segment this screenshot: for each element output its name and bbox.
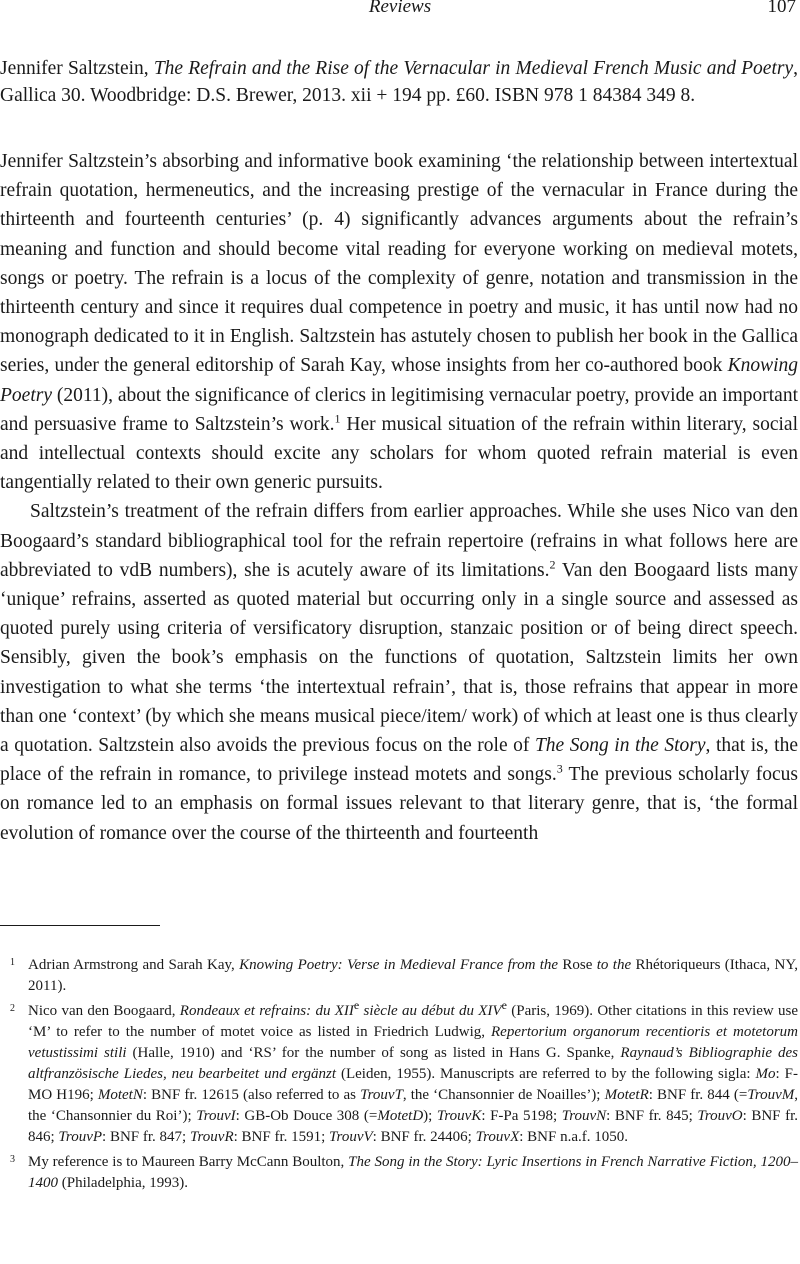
- footnote-number: 2: [10, 1003, 15, 1014]
- citation-details: , Gallica 30. Woodbridge: D.S. Brewer, 2013. xii + 194 pp. £60. ISBN 978 1 84384 349 8.: [0, 58, 799, 106]
- paragraph-1: Jennifer Saltzstein’s absorbing and informative book examining ‘the relationship between intertextual refrain quotation, hermeneutics, and the increasing prestige of the vernacular in France during the thirteenth and fourteenth centuries’ (p. 4) significantly advances arguments about the refrain’s meaning and function and should become vital reading for everyone working on medieval motets, songs or poetry. The refrain is a locus of the complexity of genre, notation and transmission in the thirteenth century and since it requires dual competence in poetry and music, it has until now had no monograph dedicated to it in English. Saltzstein has astutely chosen to publish her book in the Gallica series, under the general editorship of Sarah Kay, whose insights from her co-authored book Knowing Poetry (2011), about the significance of clerics in legitimising vernacular poetry, provide an important and persuasive frame to Saltzstein’s work.$^1$ Her musical situation of the refrain within literary, social and intellectual contexts should excite any scholars for whom quoted refrain material is even tangentially related to their own generic pursuits.: [0, 151, 798, 494]
- paragraph-2: Saltzstein’s treatment of the refrain differs from earlier approaches. While she uses Nico van den Boogaard’s standard bibliographical tool for the refrain repertoire (refrains in what follows here are abbreviated to vdB numbers), she is acutely aware of its limitations.$^2$ Van den Boogaard lists many ‘unique’ refrains, asserted as quoted material but occurring only in a single source and assessed as quoted purely using criteria of versificatory disruption, stanzaic position or of being direct speech. Sensibly, given the book’s emphasis on the functions of quotation, Saltzstein limits her own investigation to what she terms ‘the intertextual refrain’, that is, those refrains that appear in more than one ‘context’ (by which she means musical piece/item/ work) of which at least one is thus clearly a quotation. Saltzstein also avoids the previous focus on the role of The Song in the Story, that is, the place of the refrain in romance, to privilege instead motets and songs.$^3$ The previous scholarly focus on romance led to an emphasis on formal issues relevant to that literary genre, that is, ‘the formal evolution of romance over the course of the thirteenth and fourteenth: [0, 501, 798, 844]
- citation-author: Jennifer Saltzstein,: [0, 58, 154, 79]
- footnote-ref-2[interactable]: 2: [549, 557, 556, 572]
- footnote-number: 1: [10, 957, 15, 968]
- footnote-ref-1[interactable]: 1: [334, 411, 341, 426]
- book-citation: [0, 55, 798, 109]
- footnote-ref-3[interactable]: 3: [556, 761, 563, 776]
- book-title-knowing-poetry: Knowing Poetry: [0, 355, 798, 406]
- running-title: Reviews: [368, 0, 432, 17]
- footnote-2: 2 Nico van den Boogaard, Rondeaux et refrains: du XIIe siècle au début du XIVe (Paris, 1969). Other citations in this review use ‘M’ to refer to the number of motet voice as listed in Friedrich Ludwig, Repertorium organorum recentioris et motetorum vetustissimi stili (Halle, 1910) and ‘RS’ for the number of song as listed in Hans G. Spanke, Raynaud’s Bibliographie des altfranzösische Liedes, neu bearbeitet und ergänzt (Leiden, 1955). Manuscripts are referred to by the following sigla: Mo: F-MO H196; MotetN: BNF fr. 12615 (also referred to as TrouvT, the ‘Chansonnier de Noailles’); MotetR: BNF fr. 844 (=TrouvM, the ‘Chansonnier du Roi’); TrouvI: GB-Ob Douce 308 (=MotetD); TrouvK: F-Pa 5198; TrouvN: BNF fr. 845; TrouvO: BNF fr. 846; TrouvP: BNF fr. 847; TrouvR: BNF fr. 1591; TrouvV: BNF fr. 24406; TrouvX: BNF n.a.f. 1050.: [10, 998, 799, 1145]
- running-header: [0, 0, 800, 20]
- page-number: 107: [767, 0, 796, 17]
- citation-title: The Refrain and the Rise of the Vernacular in Medieval French Music and Poetry: [153, 58, 794, 79]
- footnotes: [0, 955, 798, 1198]
- footnote-3: 3 My reference is to Maureen Barry McCann Boulton, The Song in the Story: Lyric Insertions in French Narrative Fiction, 1200–1400 (Philadelphia, 1993).: [0, 1152, 798, 1194]
- footnote-1: 1 Adrian Armstrong and Sarah Kay, Knowing Poetry: Verse in Medieval France from the Rose to the Rhétoriqueurs (Ithaca, NY, 2011).: [0, 955, 798, 997]
- footnote-number: 3: [10, 1154, 15, 1165]
- footnote-divider: [0, 925, 160, 926]
- book-title-song-in-story: The Song in the Story: [534, 735, 706, 757]
- review-body: [0, 147, 798, 848]
